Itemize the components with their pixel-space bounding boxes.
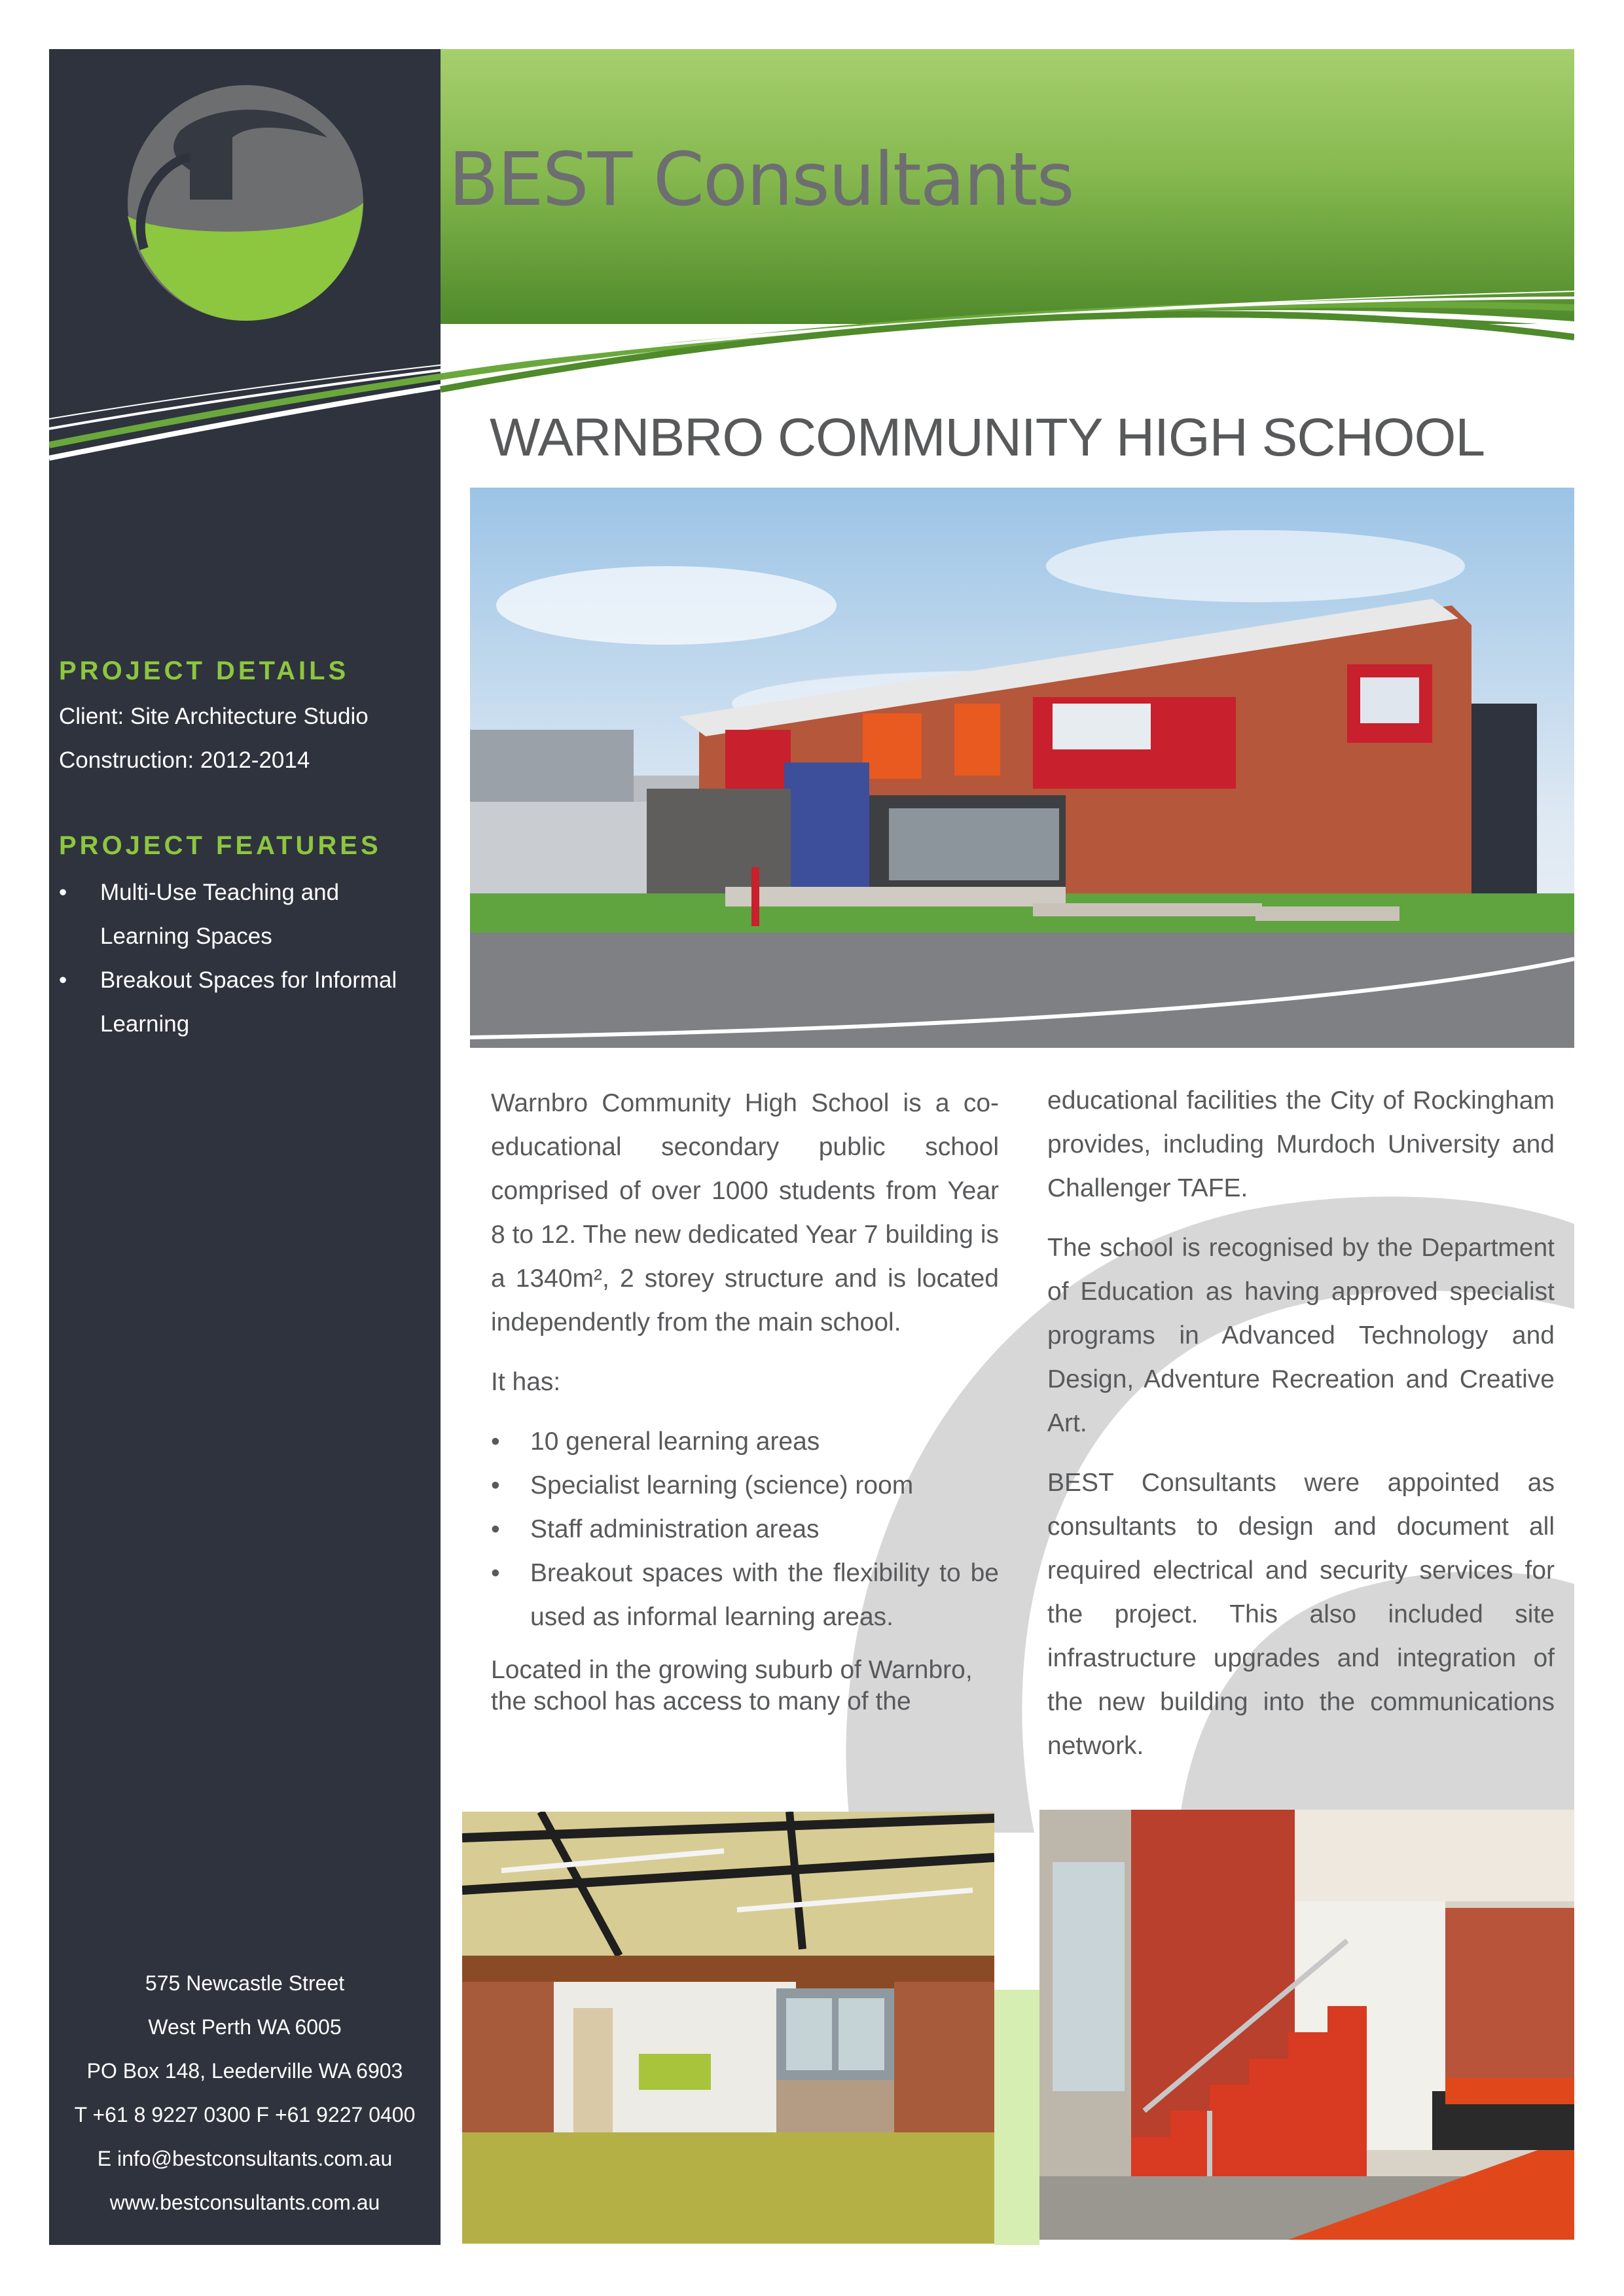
- construction-line: Construction: 2012-2014: [59, 747, 310, 773]
- project-details-heading: PROJECT DETAILS: [59, 656, 350, 685]
- intro-paragraph: Warnbro Community High School is a co-educational secondary public school comprised of over 1000 students from Year 8 to 12. The new dedicated Year 7 building is a 1340m², 2 storey structure and is located independently from the main school.: [491, 1089, 999, 1336]
- list-item: [491, 1551, 999, 1639]
- it-has-label: It has:: [491, 1368, 561, 1396]
- feature-text: Learning: [100, 1011, 190, 1037]
- feature-item: [59, 870, 425, 958]
- location-paragraph: [491, 1655, 999, 1717]
- accent-strip: [994, 1990, 1039, 2245]
- learning-space-photo: [462, 1812, 994, 2244]
- facilities-list: [491, 1420, 999, 1639]
- contact-address: 575 Newcastle Street: [145, 1971, 345, 1995]
- staircase-photo: [1039, 1810, 1574, 2240]
- location-line: Located in the growing suburb of Warnbro,: [491, 1656, 973, 1684]
- location-line: the school has access to many of the: [491, 1687, 911, 1715]
- bullet-icon: •: [59, 880, 67, 905]
- bullet-icon: •: [491, 1559, 500, 1587]
- bullet-icon: •: [59, 967, 67, 993]
- list-item: [491, 1507, 999, 1551]
- school-building-photo: [470, 488, 1574, 1048]
- feature-text: Multi-Use Teaching and: [100, 880, 340, 905]
- bullet-icon: •: [491, 1471, 500, 1499]
- contact-phone: T +61 8 9227 0300 F +61 9227 0400: [74, 2103, 416, 2126]
- body-left-column: [491, 1081, 999, 1733]
- feature-text: Breakout Spaces for Informal: [100, 967, 397, 993]
- list-item-text: Specialist learning (science) room: [530, 1471, 914, 1499]
- page-title: WARNBRO COMMUNITY HIGH SCHOOL: [490, 408, 1485, 467]
- appointment-paragraph: BEST Consultants were appointed as consultants to design and document all required electrical and security services for the project. This also included site infrastructure upgrades and integration of the new building into the communications network.: [1047, 1469, 1555, 1760]
- bullet-icon: •: [491, 1515, 500, 1543]
- list-item: [491, 1420, 999, 1463]
- specialist-paragraph: The school is recognised by the Department of Education as having approved specialist programs in Advanced Technology and Design, Adventure Recreation and Creative Art.: [1047, 1234, 1555, 1437]
- project-features-heading: PROJECT FEATURES: [59, 831, 382, 860]
- contact-city: West Perth WA 6005: [148, 2015, 342, 2039]
- feature-text: Learning Spaces: [100, 924, 272, 949]
- feature-item: [59, 958, 425, 1046]
- body-right-column: [1047, 1079, 1555, 1784]
- contact-email[interactable]: E info@bestconsultants.com.au: [97, 2147, 393, 2170]
- contact-po-box: PO Box 148, Leederville WA 6903: [86, 2059, 403, 2083]
- list-item: [491, 1463, 999, 1507]
- brand-name: BEST Consultants: [448, 137, 1074, 223]
- bullet-icon: •: [491, 1427, 500, 1456]
- list-item-text: Breakout spaces with the flexibility to be used as informal learning areas.: [530, 1559, 999, 1631]
- client-line: Client: Site Architecture Studio: [59, 704, 369, 729]
- best-consultants-logo: [118, 79, 373, 327]
- list-item-text: Staff administration areas: [530, 1515, 820, 1543]
- facilities-paragraph: educational facilities the City of Rockingham provides, including Murdoch University and Challenger TAFE.: [1047, 1086, 1555, 1202]
- contact-website[interactable]: www.bestconsultants.com.au: [109, 2191, 380, 2214]
- list-item-text: 10 general learning areas: [530, 1427, 820, 1456]
